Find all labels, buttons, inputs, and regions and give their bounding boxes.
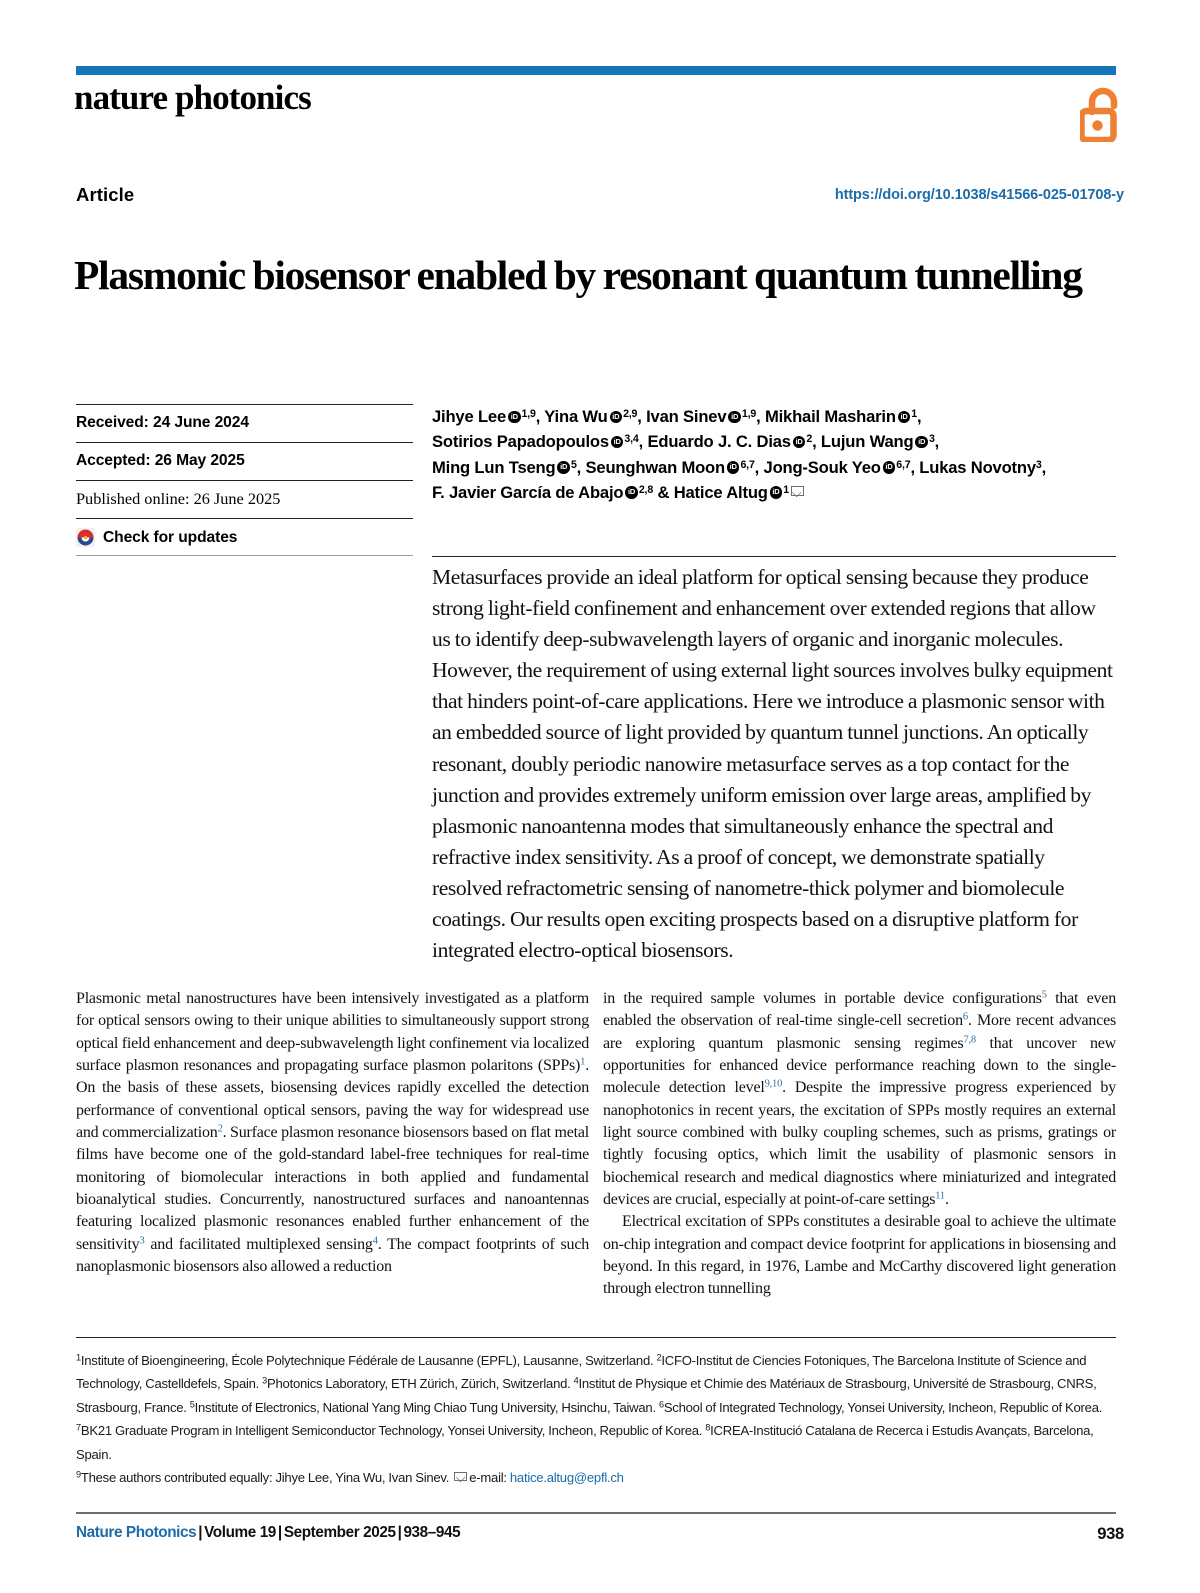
- author-name: & Hatice Altug: [653, 482, 768, 502]
- citation-ref[interactable]: 5: [1041, 989, 1047, 1001]
- orcid-icon[interactable]: [770, 486, 783, 499]
- paragraph-segment: that uncover new opportunities for enhanced device performance reaching down to the single-molecule detection level: [603, 1034, 1116, 1097]
- affiliation-marker: 1: [76, 1352, 81, 1363]
- citation-ref[interactable]: 4: [372, 1235, 378, 1247]
- footer-page-number: 938: [1097, 1524, 1124, 1543]
- affiliation-text: BK21 Graduate Program in Intelligent Semiconductor Technology, Yonsei University, Incheon, Republic of Korea.: [80, 1423, 706, 1439]
- crossmark-icon: [76, 528, 95, 547]
- author-affiliation-ref: 2: [806, 433, 813, 446]
- paragraph: [76, 988, 589, 1278]
- affiliation-text: Photonics Laboratory, ETH Zürich, Zürich, Switzerland.: [267, 1376, 574, 1392]
- email-icon: [454, 1472, 467, 1482]
- published-online-date: Published online: 26 June 2025: [76, 489, 281, 508]
- author-affiliation-ref: 1,9: [741, 408, 757, 420]
- citation-ref[interactable]: 11: [935, 1190, 945, 1202]
- paragraph-segment: . The compact footprints of such nanoplasmonic biosensors also allowed a reduction: [76, 1235, 590, 1276]
- author-list: [432, 404, 1116, 505]
- check-for-updates-button[interactable]: [76, 519, 413, 555]
- body-column-right: [603, 988, 1116, 1301]
- email-label: e-mail:: [469, 1470, 510, 1486]
- citation-ref[interactable]: 7,8: [963, 1034, 976, 1046]
- author-affiliation-ref: 3: [928, 433, 935, 446]
- footer-divider: [76, 1512, 1116, 1514]
- author-affiliation-ref: 5: [570, 458, 577, 471]
- author-affiliation-ref: 3: [1035, 458, 1042, 471]
- affiliations-divider: [76, 1337, 1116, 1338]
- author-affiliation-ref: 1: [783, 483, 789, 496]
- paragraph: [603, 988, 1116, 1211]
- paragraph-segment: . On the basis of these assets, biosensing devices rapidly excelled the detection performance of conventional optical sensors, paving the way for widespread use and commercialization: [76, 1057, 589, 1142]
- corresponding-email-link[interactable]: hatice.altug@epfl.ch: [509, 1470, 624, 1486]
- citation-ref[interactable]: 3: [139, 1235, 145, 1247]
- orcid-icon[interactable]: [557, 461, 570, 474]
- paragraph-segment: .: [944, 1191, 949, 1209]
- masthead-blue-bar: [76, 66, 1116, 75]
- orcid-icon[interactable]: [611, 436, 624, 449]
- affiliation-marker: 5: [189, 1399, 195, 1410]
- paragraph: Electrical excitation of SPPs constitutes a desirable goal to achieve the ultimate on-chip integration and compact device footprint for applications in biosensing and beyond. In this regard, in 1976, Lambe and McCarthy discovered light generation through electron tunnelling: [603, 1213, 1116, 1298]
- citation-ref[interactable]: 6: [962, 1011, 968, 1023]
- abstract-text: Metasurfaces provide an ideal platform for optical sensing because they produce strong light-field confinement and enhancement over extended regions that allow us to identify deep-subwavelength layers of organic and inorganic molecules. However, the requirement of using external light sources involves bulky equipment that hinders point-of-care applications. Here we introduce a plasmonic sensor with an embedded source of light provided by quantum tunnel junctions. An optically resonant, doubly periodic nanowire metasurface serves as a top contact for the junction and provides extremely uniform emission over large areas, amplified by plasmonic nanoantenna modes that simultaneously enhance the spectral and refractive index sensitivity. As a proof of concept, we demonstrate spatially resolved refractometric sensing of nanometre-thick polymer and biomolecule coatings. Our results open exciting prospects based on a disruptive platform for integrated electro-optical biosensors.: [432, 565, 1113, 963]
- author-name: , Seunghwan Moon: [576, 457, 725, 477]
- orcid-icon[interactable]: [915, 436, 928, 449]
- affiliation-text: ICREA-Institució Catalana de Recerca i Estudis Avançats, Barcelona, Spain.: [76, 1423, 1094, 1462]
- author-name: , Eduardo J. C. Dias: [638, 432, 791, 452]
- paragraph-segment: that even enabled the observation of real-time single-cell secretion: [603, 990, 1116, 1030]
- citation-ref[interactable]: 2: [217, 1123, 223, 1135]
- paragraph-segment: . Surface plasmon resonance biosensors based on flat metal films have become one of the gold-standard label-free techniques for real-time monitoring of biomolecular interactions in both applied and fundamental bioanalytical studies. Concurrently, nanostructured surfaces and nanoantennas featuring localized plasmonic resonances enabled further enhancement of the sensitivity: [76, 1124, 590, 1253]
- affiliation-marker: 2: [656, 1352, 662, 1363]
- author-name: , Lukas Novotny: [910, 457, 1036, 477]
- paragraph-segment: Plasmonic metal nanostructures have been intensively investigated as a platform for optical sensors owing to their unique abilities to simultaneously support strong optical field enhancement and deep-subwavelength light confinement via localized surface plasmon resonances and propagating surface plasmon polaritons (SPPs): [76, 990, 589, 1075]
- paragraph-segment: in the required sample volumes in portable device configurations: [603, 990, 1042, 1007]
- affiliation-marker: 7: [76, 1422, 81, 1433]
- author-affiliation-ref: 6,7: [896, 458, 911, 471]
- author-affiliation-ref: 2,9: [623, 408, 638, 420]
- author-name: , Jong-Souk Yeo: [754, 457, 881, 477]
- affiliation-text: ICFO-Institut de Ciencies Fotoniques, The Barcelona Institute of Science and Technology, Castelldefels, Spain.: [76, 1353, 1087, 1392]
- journal-masthead-title: nature photonics: [74, 78, 311, 117]
- paragraph-segment: . Despite the impressive progress experienced by nanophotonics in recent years, the excitation of SPPs mostly requires an external light source combined with bulky coupling schemes, such as prisms, gratings or tightly focusing optics, which limit the usability of plasmonic sensors in biochemical research and medical diagnostics where miniaturized and integrated devices are crucial, especially at point-of-care settings: [603, 1079, 1116, 1209]
- footer-issue-date: September 2025: [283, 1524, 396, 1541]
- footer-page-range: 938–945: [403, 1524, 461, 1541]
- citation-ref[interactable]: 1: [580, 1056, 586, 1068]
- affiliation-text: Institute of Electronics, National Yang Ming Chiao Tung University, Hsinchu, Taiwan.: [194, 1399, 659, 1415]
- orcid-icon[interactable]: [898, 411, 911, 424]
- affiliation-text: Institut de Physique et Chimie des Matériaux de Strasbourg, Université de Strasbourg, CNRS, Strasbourg, France.: [76, 1376, 1097, 1415]
- open-access-lock-icon: [1080, 86, 1124, 142]
- affiliation-text: School of Integrated Technology, Yonsei University, Incheon, Republic of Korea.: [663, 1399, 1103, 1415]
- citation-ref[interactable]: 9,10: [764, 1078, 783, 1090]
- footer-journal-name: Nature Photonics: [76, 1524, 197, 1541]
- orcid-icon[interactable]: [727, 461, 740, 474]
- author-affiliation-ref: 3,4: [624, 433, 639, 446]
- author-separator: ,: [917, 407, 922, 426]
- meta-divider: [76, 555, 413, 556]
- doi-link[interactable]: https://doi.org/10.1038/s41566-025-01708-y: [834, 187, 1124, 203]
- author-affiliation-ref: 6,7: [740, 458, 755, 471]
- article-type-label: Article: [76, 184, 135, 205]
- equal-contribution-text: These authors contributed equally: Jihye Lee, Yina Wu, Ivan Sinev.: [80, 1470, 453, 1486]
- author-separator: ,: [934, 432, 940, 452]
- author-name: , Yina Wu: [535, 407, 608, 426]
- orcid-icon[interactable]: [793, 436, 806, 449]
- affiliation-text: Institute of Bioengineering, École Polytechnique Fédérale de Lausanne (EPFL), Lausanne, Switzerland.: [80, 1353, 657, 1368]
- corresponding-author-email-icon[interactable]: [791, 486, 804, 496]
- orcid-icon[interactable]: [883, 461, 896, 474]
- check-for-updates-label: Check for updates: [103, 528, 238, 546]
- author-name: Ming Lun Tseng: [432, 457, 556, 477]
- orcid-icon[interactable]: [728, 411, 741, 424]
- affiliations-block: [76, 1349, 1120, 1489]
- paragraph-segment: . More recent advances are exploring quantum plasmonic sensing regimes: [603, 1012, 1116, 1052]
- affiliation-marker: 8: [705, 1422, 711, 1433]
- page-title: Plasmonic biosensor enabled by resonant quantum tunnelling: [74, 251, 1082, 298]
- footer-volume: Volume 19: [204, 1524, 276, 1541]
- author-name: F. Javier García de Abajo: [432, 482, 624, 502]
- footer-citation: Nature Photonics | Volume 19 | September 2025 | 938–945: [76, 1524, 461, 1541]
- publication-dates-panel: [76, 404, 413, 556]
- affiliation-marker: 6: [658, 1399, 664, 1410]
- author-affiliation-ref: 1,9: [521, 408, 536, 420]
- author-affiliation-ref: 2,8: [638, 483, 654, 496]
- author-affiliation-ref: 1: [911, 408, 917, 420]
- author-separator: ,: [1041, 457, 1047, 477]
- orcid-icon[interactable]: [625, 486, 638, 499]
- affiliation-marker: 9: [76, 1469, 81, 1480]
- author-name: , Mikhail Masharin: [756, 407, 896, 426]
- author-name: Sotirios Papadopoulos: [432, 432, 609, 452]
- received-date: Received: 24 June 2024: [76, 414, 249, 431]
- orcid-icon[interactable]: [610, 411, 623, 424]
- affiliation-marker: 4: [573, 1375, 579, 1386]
- accepted-date: Accepted: 26 May 2025: [76, 452, 245, 469]
- paragraph-segment: and facilitated multiplexed sensing: [144, 1235, 373, 1253]
- author-name: , Lujun Wang: [812, 432, 914, 452]
- body-column-left: [76, 988, 589, 1278]
- author-name: , Ivan Sinev: [637, 407, 727, 426]
- abstract-divider: [432, 556, 1116, 557]
- author-name: Jihye Lee: [432, 407, 507, 426]
- orcid-icon[interactable]: [508, 411, 521, 424]
- affiliation-marker: 3: [262, 1375, 268, 1386]
